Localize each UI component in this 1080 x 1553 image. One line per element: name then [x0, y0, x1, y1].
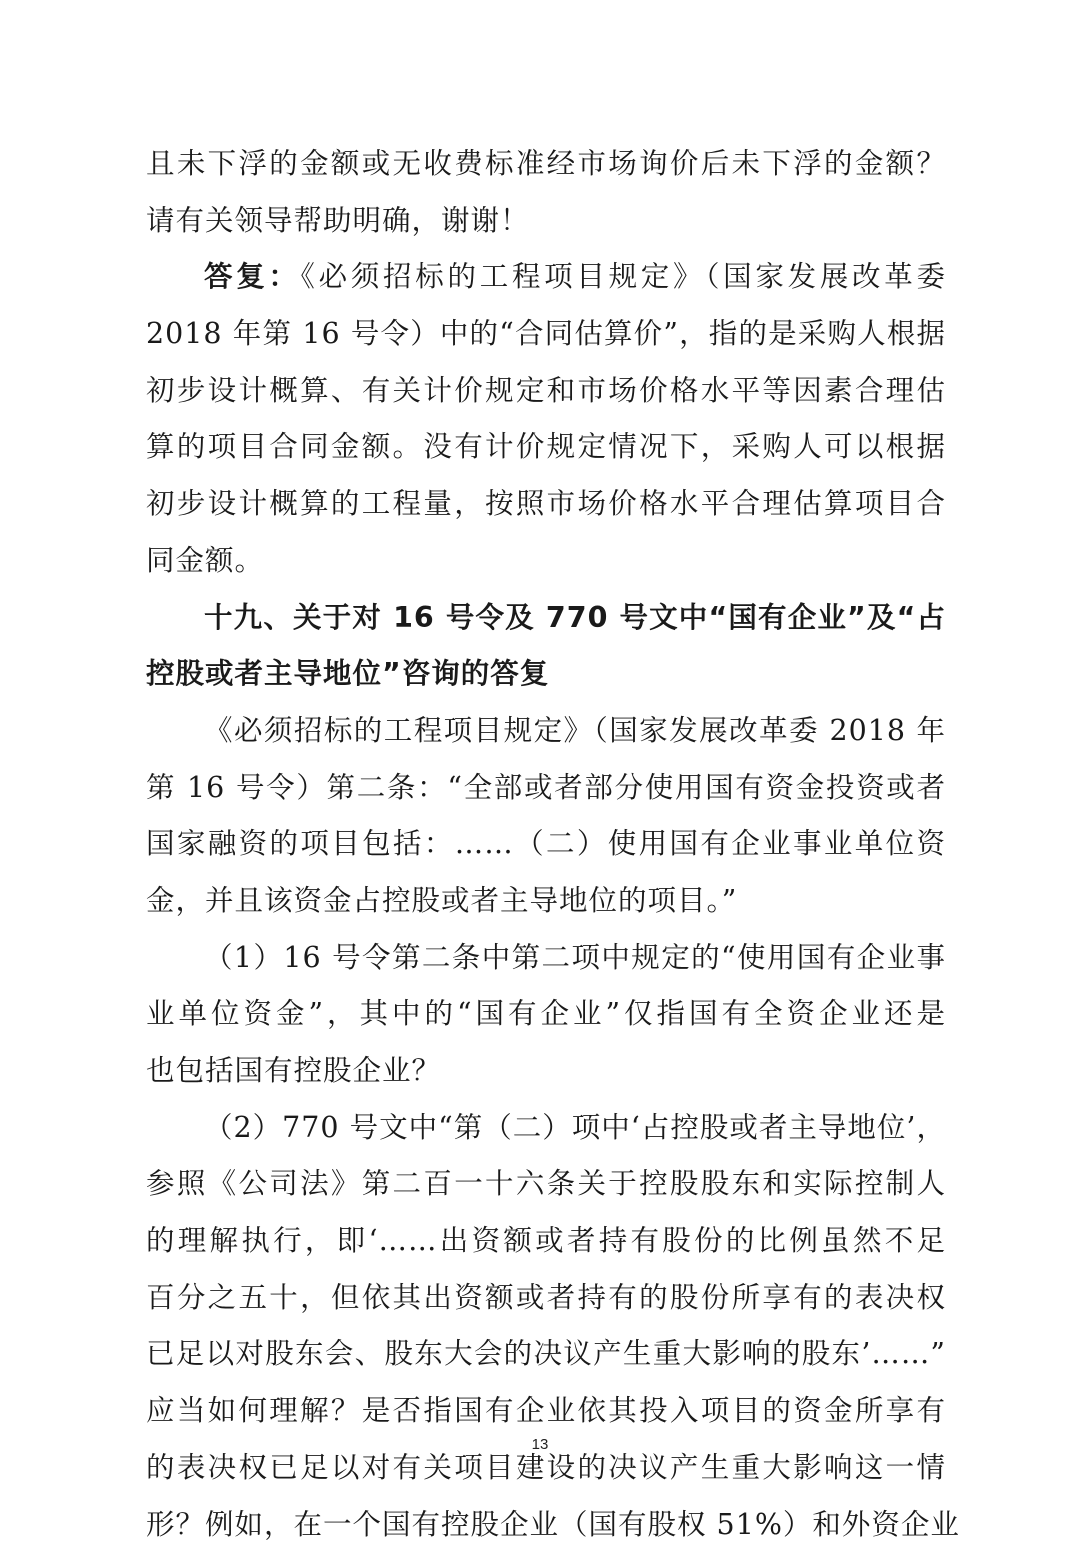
text-line: 参照《公司法》第二百一十六条关于控股股东和实际控制人: [146, 1156, 946, 1213]
section-heading: 十九、关于对 16 号令及 770 号文中“国有企业”及“占: [146, 590, 946, 647]
text-line: 已足以对股东会、股东大会的决议产生重大影响的股东’……”: [146, 1326, 946, 1383]
page-number: 13: [0, 1436, 1080, 1453]
text-line: 《必须招标的工程项目规定》（国家发展改革委 2018 年: [146, 703, 946, 760]
answer-text: 《必须招标的工程项目规定》（国家发展改革委: [301, 260, 946, 293]
text-line: （1）16 号令第二条中第二项中规定的“使用国有企业事: [146, 930, 946, 987]
text-line: 也包括国有控股企业？: [146, 1043, 946, 1100]
text-line: （2）770 号文中“第（二）项中‘占控股或者主导地位’，: [146, 1100, 946, 1157]
text-line: 初步设计概算、有关计价规定和市场价格水平等因素合理估: [146, 363, 946, 420]
text-line: 应当如何理解？是否指国有企业依其投入项目的资金所享有: [146, 1383, 946, 1440]
text-line: 且未下浮的金额或无收费标准经市场询价后未下浮的金额？: [146, 136, 946, 193]
section-heading: 控股或者主导地位”咨询的答复: [146, 646, 946, 703]
text-line: 形？例如，在一个国有控股企业（国有股权 51%）和外资企业: [146, 1497, 946, 1553]
text-line: 业单位资金”，其中的“国有企业”仅指国有全资企业还是: [146, 986, 946, 1043]
text-line: 国家融资的项目包括：……（二）使用国有企业事业单位资: [146, 816, 946, 873]
text-line: 初步设计概算的工程量，按照市场价格水平合理估算项目合: [146, 476, 946, 533]
text-line: 2018 年第 16 号令）中的“合同估算价”，指的是采购人根据: [146, 306, 946, 363]
text-line: 百分之五十，但依其出资额或者持有的股份所享有的表决权: [146, 1270, 946, 1327]
text-line: 请有关领导帮助明确，谢谢！: [146, 193, 946, 250]
text-line: 的表决权已足以对有关项目建设的决议产生重大影响这一情: [146, 1440, 946, 1497]
answer-line: [146, 249, 946, 306]
text-line: 的理解执行，即‘……出资额或者持有股份的比例虽然不足: [146, 1213, 946, 1270]
text-line: 同金额。: [146, 533, 946, 590]
document-body: [146, 136, 946, 1553]
text-line: 第 16 号令）第二条：“全部或者部分使用国有资金投资或者: [146, 760, 946, 817]
text-line: 金，并且该资金占控股或者主导地位的项目。”: [146, 873, 946, 930]
text-line: 算的项目合同金额。没有计价规定情况下，采购人可以根据: [146, 419, 946, 476]
answer-label: 答复：: [204, 260, 301, 293]
